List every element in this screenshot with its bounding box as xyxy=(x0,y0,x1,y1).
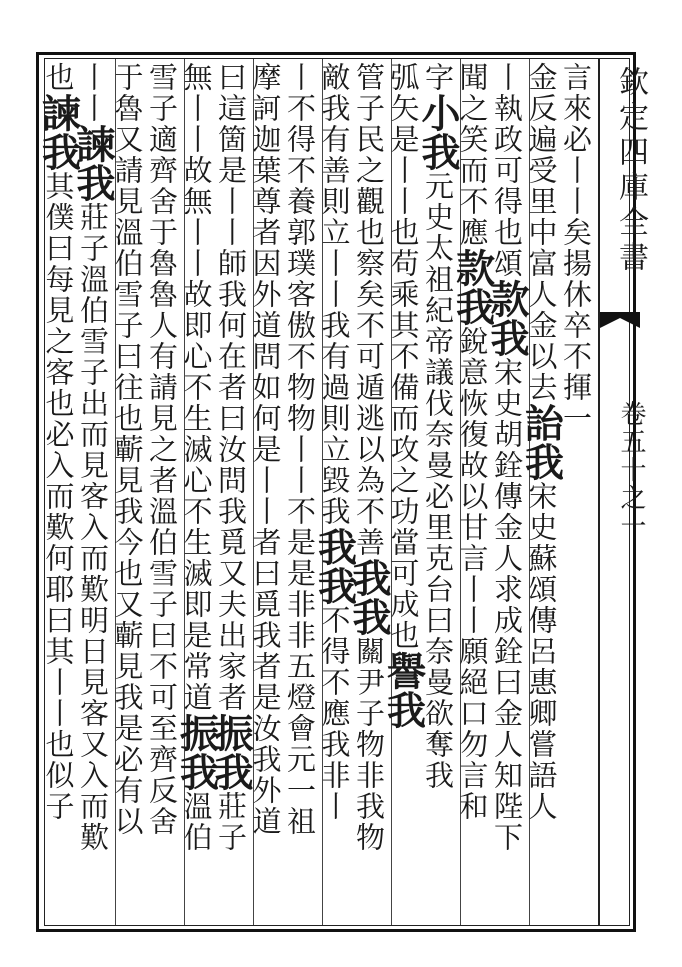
fishtail-mark-icon xyxy=(600,312,640,328)
text-column xyxy=(173,62,220,853)
text-column xyxy=(70,62,116,853)
entry-heading: 詒我 xyxy=(518,403,565,481)
entry-text: 丨不得不養郭璞客傲不物物丨丨不是是非非五燈會元一祖 xyxy=(283,62,317,837)
entry-text: 管子民之觀也察矣不可遁逃以為不善 xyxy=(352,62,386,558)
entry-heading: 我我 xyxy=(346,558,392,636)
entry-text: 言來必丨丨矣揚休卒不揮一 xyxy=(559,62,593,434)
entry-heading: 諫我 xyxy=(35,93,82,171)
entry-text: 于魯又請見溫伯雪子曰往也蘄見我今也又蘄見我是必有以 xyxy=(110,62,145,837)
text-column xyxy=(283,62,323,837)
text-column xyxy=(35,62,82,822)
entry-text: 丨執政可得也頌 xyxy=(490,62,524,279)
entry-text: 字 xyxy=(421,62,455,93)
entry-text: 曰這箇是丨丨師我何在者曰汝問我覓又夫出家者 xyxy=(214,62,248,713)
text-column xyxy=(248,62,288,837)
text-column xyxy=(145,62,185,837)
entry-text: 不得不應我非丨 xyxy=(317,605,352,822)
entry-text: 莊子溫伯雪子出而見客入而歎明日見客又入而歎 xyxy=(76,202,110,853)
entry-text: 無丨丨故無丨丨故即心不生滅心不生滅即是常道 xyxy=(179,62,214,713)
text-column xyxy=(518,62,565,822)
entry-text: 雪子適齊舍于魯魯人有請見之者溫伯雪子曰不可至齊反舍 xyxy=(145,62,179,837)
entry-text: 丨丨 xyxy=(76,62,110,124)
text-column xyxy=(311,62,358,822)
text-column xyxy=(380,62,427,729)
entry-text: 宋史蘇頌傳呂惠卿嘗語人 xyxy=(524,481,559,822)
entry-text: 元史太祖紀帝議伐奈曼必里克台曰奈曼欲奪我 xyxy=(421,171,455,791)
entry-heading: 振我 xyxy=(208,713,254,791)
entry-heading: 款我 xyxy=(449,248,496,326)
text-column xyxy=(346,62,392,853)
entry-text: 弧矢是丨丨也苟乘其不備而攻之功當可成也 xyxy=(386,62,421,651)
book-title: 欽定四庫全書 xyxy=(613,66,648,276)
entry-text: 敵我有善則立丨丨我有過則立毀我 xyxy=(317,62,352,527)
text-column xyxy=(449,62,496,822)
entry-heading: 諫我 xyxy=(70,124,116,202)
entry-text: 聞之笑而不應 xyxy=(455,62,490,248)
entry-heading: 我我 xyxy=(311,527,358,605)
text-column xyxy=(559,62,599,434)
entry-text: 摩訶迦葉尊者因外道問如何是丨丨者曰覓我者是汝我外道 xyxy=(248,62,283,837)
entry-text: 金反遍受里中富人金以去 xyxy=(524,62,559,403)
entry-heading: 小我 xyxy=(415,93,461,171)
entry-text: 也 xyxy=(41,62,76,93)
text-column xyxy=(208,62,254,853)
entry-text: 宋史胡銓傳金人求成銓曰金人知陛下 xyxy=(490,357,524,853)
entry-text: 溫伯 xyxy=(179,791,214,853)
entry-heading: 振我 xyxy=(173,713,220,791)
entry-text: 銳意恢復故以甘言丨丨願絕口勿言和 xyxy=(455,326,490,822)
entry-text: 莊子 xyxy=(214,791,248,853)
center-gutter-line xyxy=(598,59,600,925)
entry-text: 關尹子物非我物 xyxy=(352,636,386,853)
text-column xyxy=(110,62,150,837)
volume-label: 卷五十之一 xyxy=(616,400,646,540)
entry-heading: 譽我 xyxy=(380,651,427,729)
text-column xyxy=(415,62,461,791)
entry-text: 其僕曰每見之客也必入而歎何耶曰其丨丨也似子 xyxy=(41,171,76,822)
text-column xyxy=(484,62,530,853)
entry-heading: 款我 xyxy=(484,279,530,357)
